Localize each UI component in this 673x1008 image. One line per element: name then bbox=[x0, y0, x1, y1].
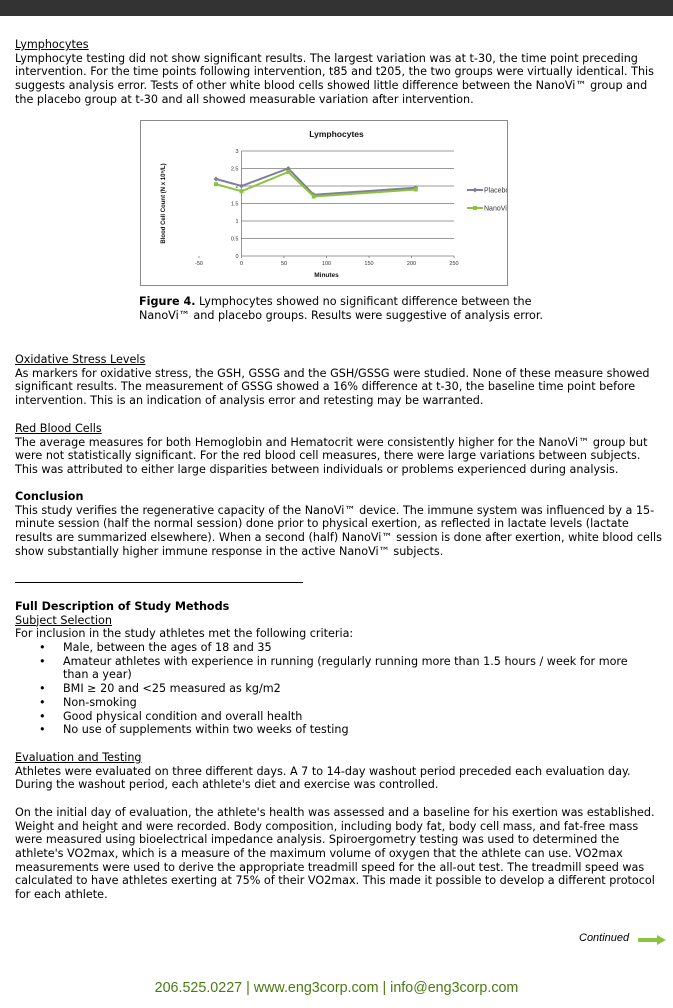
criteria-list bbox=[15, 641, 655, 737]
lymphocytes-heading: Lymphocytes bbox=[15, 38, 89, 51]
evaluation-heading: Evaluation and Testing bbox=[15, 751, 142, 764]
figure-caption bbox=[139, 295, 579, 322]
x-tick-label: -50 bbox=[195, 261, 203, 267]
evaluation-section bbox=[15, 751, 663, 902]
subject-selection-heading: Subject Selection bbox=[15, 613, 112, 627]
x-tick-label: 150 bbox=[364, 261, 374, 267]
bullet-icon: • bbox=[39, 654, 46, 668]
legend-marker bbox=[473, 206, 477, 210]
x-tick-label: 0 bbox=[239, 261, 244, 267]
legend-marker bbox=[473, 188, 478, 193]
y-tick-label: 1 bbox=[235, 219, 239, 225]
y-tick-label: 2.5 bbox=[230, 166, 239, 173]
bullet-icon: • bbox=[39, 682, 46, 696]
section-divider bbox=[15, 582, 303, 583]
bullet-icon: • bbox=[39, 695, 46, 709]
criteria-text: Good physical condition and overall health bbox=[63, 709, 303, 723]
x-tick-label: 200 bbox=[406, 261, 417, 267]
x-axis-label: Minutes bbox=[314, 272, 339, 279]
x-tick-label: 250 bbox=[449, 261, 459, 267]
criteria-text: No use of supplements within two weeks of testing bbox=[63, 723, 349, 737]
bullet-icon: • bbox=[39, 723, 46, 737]
list-item bbox=[15, 655, 655, 682]
y-axis-label: Blood Cell Count (N x 10⁹/L) bbox=[161, 163, 167, 244]
right-arrow-icon[interactable] bbox=[638, 935, 666, 945]
figure-label: Figure 4. bbox=[139, 295, 196, 308]
criteria-text: Non-smoking bbox=[63, 695, 137, 709]
data-point bbox=[214, 177, 219, 182]
x-tick-label: 50 bbox=[280, 261, 288, 267]
list-item bbox=[15, 682, 655, 696]
evaluation-paragraph-1: Athletes were evaluated on three different days. A 7 to 14-day washout period preceded each evaluation day. During the washout period, each athlete's diet and exercise was controlled. bbox=[15, 764, 631, 792]
x-tick-label: 100 bbox=[321, 261, 332, 267]
criteria-text: Amateur athletes with experience in running (regularly running more than 1.5 hours / week for more than a year) bbox=[63, 654, 628, 682]
evaluation-paragraph-2: On the initial day of evaluation, the athlete's health was assessed and a baseline for his exertion was established. Weight and height and were recorded. Body composition, including body fat, body cell mass, and fat-free mass were measured using bioelectrical impedance analysis. Spiroergometry testing was used to determined the athlete's VO2max, which is a measure of the maximum volume of oxygen that the athlete can use. VO2max measurements were used to derive the appropriate treadmill speed for the all-out test. The treadmill speed was calculated to have athletes exerting at 75% of their VO2max. This made it possible to develop a different protocol for each athlete. bbox=[15, 805, 655, 902]
methods-heading: Full Description of Study Methods bbox=[15, 600, 230, 613]
y-tick-label: 0 bbox=[235, 254, 239, 260]
y-tick-label: 2 bbox=[235, 184, 239, 190]
lymphocytes-chart bbox=[140, 120, 508, 286]
rbc-heading: Red Blood Cells bbox=[15, 422, 102, 435]
conclusion-body: This study verifies the regenerative capacity of the NanoVi™ device. The immune system was influenced by a 15-minute session (half the normal session) done prior to physical exertion, as reflected in lactate levels (lactate results are summarized elsewhere). When a second (half) NanoVi™ session is done after exertion, white blood cells show substantially higher immune response in the active NanoVi™ subjects. bbox=[15, 503, 662, 558]
data-point bbox=[240, 189, 244, 193]
data-point bbox=[286, 170, 290, 174]
y-tick-label: 3 bbox=[235, 149, 239, 155]
legend-label: Placebo bbox=[484, 187, 507, 195]
oxidative-heading: Oxidative Stress Levels bbox=[15, 353, 146, 366]
rbc-body: The average measures for both Hemoglobin and Hematocrit were consistently higher for the NanoVi™ group but were not statistically significant. For the red blood cell measures, there were large variations between subjects. This was attributed to either large disparities between individuals or problems experienced during analysis. bbox=[15, 435, 648, 477]
oxidative-body: As markers for oxidative stress, the GSH, GSSG and the GSH/GSSG were studied. None of these measure showed significant results. The measurement of GSSG showed a 16% difference at t-30, the baseline time point before intervention. This is an indication of analysis error and retesting may be warranted. bbox=[15, 366, 650, 408]
y-tick-label: 0.5 bbox=[230, 236, 239, 243]
bullet-icon: • bbox=[39, 709, 46, 723]
chart-svg bbox=[141, 121, 507, 285]
data-point bbox=[414, 188, 418, 192]
list-item bbox=[15, 710, 655, 724]
subject-selection-intro: For inclusion in the study athletes met the following criteria: bbox=[15, 627, 354, 641]
data-point bbox=[312, 195, 316, 199]
rbc-section bbox=[15, 422, 663, 477]
continued-label[interactable]: Continued bbox=[579, 932, 630, 944]
criteria-text: BMI ≥ 20 and <25 measured as kg/m2 bbox=[63, 682, 281, 696]
y-tick-label: 1.5 bbox=[230, 201, 239, 208]
oxidative-section bbox=[15, 353, 663, 408]
data-point bbox=[214, 182, 218, 186]
criteria-text: Male, between the ages of 18 and 35 bbox=[63, 641, 272, 654]
figure-caption-text: Lymphocytes showed no significant difference between the NanoVi™ and placebo groups. Results were suggestive of analysis error. bbox=[139, 295, 544, 322]
footer-contact: 206.525.0227 | www.eng3corp.com | info@eng3corp.com bbox=[154, 980, 519, 996]
list-item bbox=[15, 641, 655, 655]
methods-section bbox=[15, 600, 663, 641]
bullet-icon: • bbox=[39, 641, 46, 654]
top-bar bbox=[0, 0, 673, 16]
conclusion-section bbox=[15, 490, 663, 559]
legend-label: NanoVi bbox=[484, 205, 507, 213]
chart-title: Lymphocytes bbox=[309, 129, 364, 139]
list-item bbox=[15, 723, 655, 737]
lymphocytes-body: Lymphocyte testing did not show significant results. The largest variation was at t-30, the time point preceding intervention. For the time points following intervention, t85 and t205, the two groups were virtually identical. This suggests analysis error. Tests of other white blood cells showed little difference between the NanoVi™ group and the placebo group at t-30 and all showed measurable variation after intervention. bbox=[15, 51, 654, 106]
lymphocytes-section bbox=[15, 38, 663, 107]
data-point bbox=[239, 184, 244, 189]
conclusion-heading: Conclusion bbox=[15, 490, 84, 503]
list-item bbox=[15, 696, 655, 710]
